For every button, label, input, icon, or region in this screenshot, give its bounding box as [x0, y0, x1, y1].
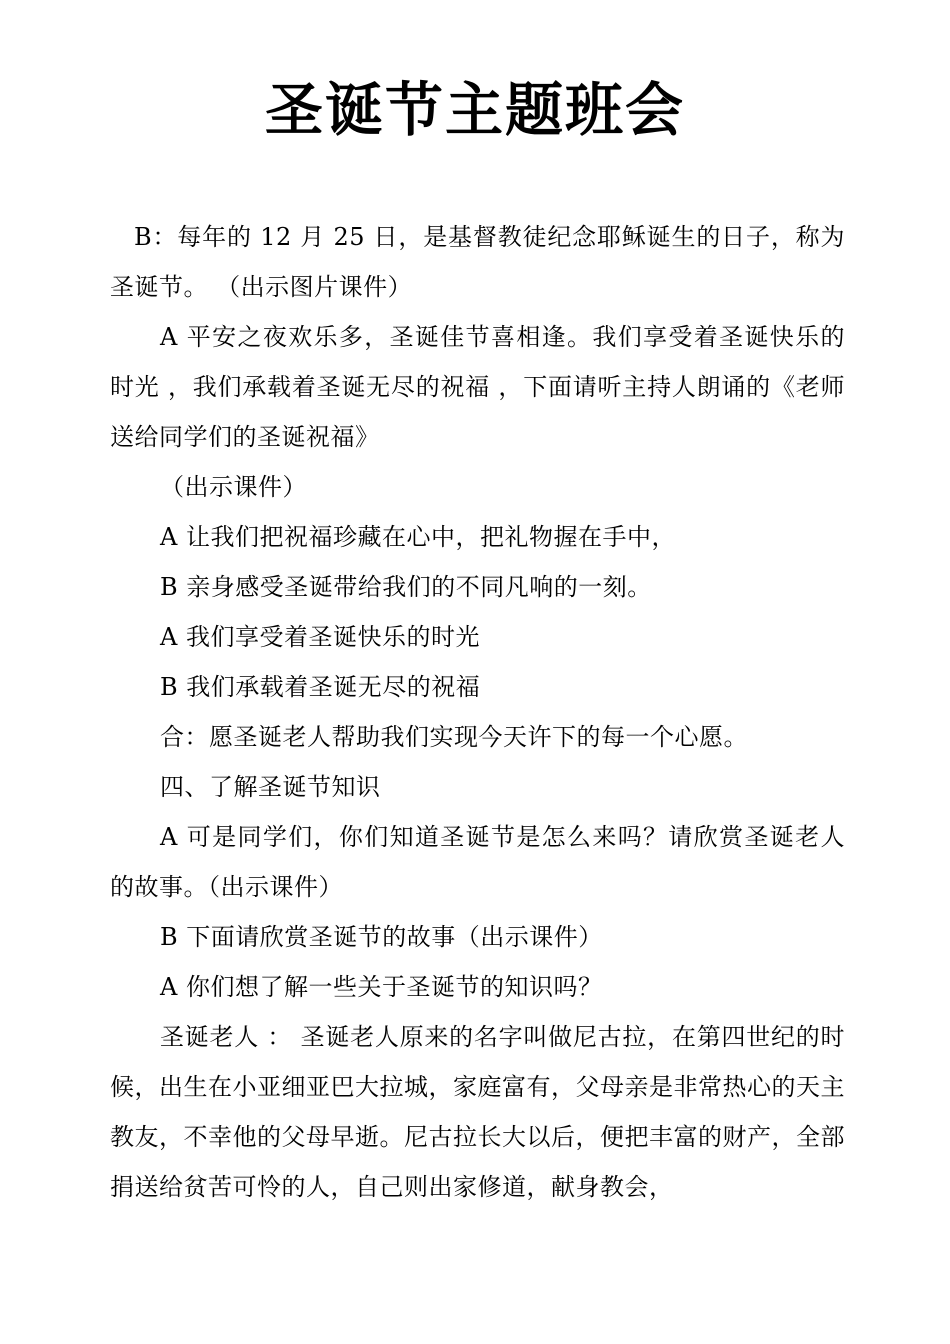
paragraph-a-blessing: A 让我们把祝福珍藏在心中，把礼物握在手中， — [160, 523, 676, 551]
paragraph-show-slides: （出示课件） — [160, 473, 307, 501]
paragraph-a-peaceful-night: A 平安之夜欢乐多，圣诞佳节喜相逢。我们享受着圣诞快乐的时光 ，我们承载着圣诞无尽的祝福 ，下面请听主持人朗诵的《老师送给同学们的圣诞祝福》 — [110, 323, 845, 451]
paragraph-santa-claus: 圣诞老人 ： 圣诞老人原来的名字叫做尼古拉，在第四世纪的时候，出生在小亚细亚巴大拉城，家庭富有，父母亲是非常热心的天主教友，不幸他的父母早逝。尼古拉长大以后，便把丰富的财产，全部捐送给贫苦可怜的人，自己则出家修道，献身教会， — [110, 1023, 845, 1201]
section-heading-knowledge: 四、了解圣诞节知识 — [160, 773, 381, 801]
paragraph-intro: B：每年的 12 月 25 日，是基督教徒纪念耶稣诞生的日子，称为圣诞节。 （出示图片课件） — [110, 223, 845, 301]
document-body — [110, 212, 845, 1212]
paragraph-a-question: A 可是同学们，你们知道圣诞节是怎么来吗？请欣赏圣诞老人的故事。（出示课件） — [110, 823, 845, 901]
paragraph-together-wish: 合：愿圣诞老人帮助我们实现今天许下的每一个心愿。 — [160, 723, 748, 751]
paragraph-b-carry: B 我们承载着圣诞无尽的祝福 — [160, 673, 481, 701]
paragraph-a-enjoy: A 我们享受着圣诞快乐的时光 — [160, 623, 480, 651]
paragraph-b-story: B 下面请欣赏圣诞节的故事（出示课件） — [160, 923, 603, 951]
paragraph-a-knowledge: A 你们想了解一些关于圣诞节的知识吗？ — [160, 973, 603, 1001]
paragraph-b-experience: B 亲身感受圣诞带给我们的不同凡响的一刻。 — [160, 573, 652, 601]
document-title: 圣诞节主题班会 — [264, 76, 685, 144]
